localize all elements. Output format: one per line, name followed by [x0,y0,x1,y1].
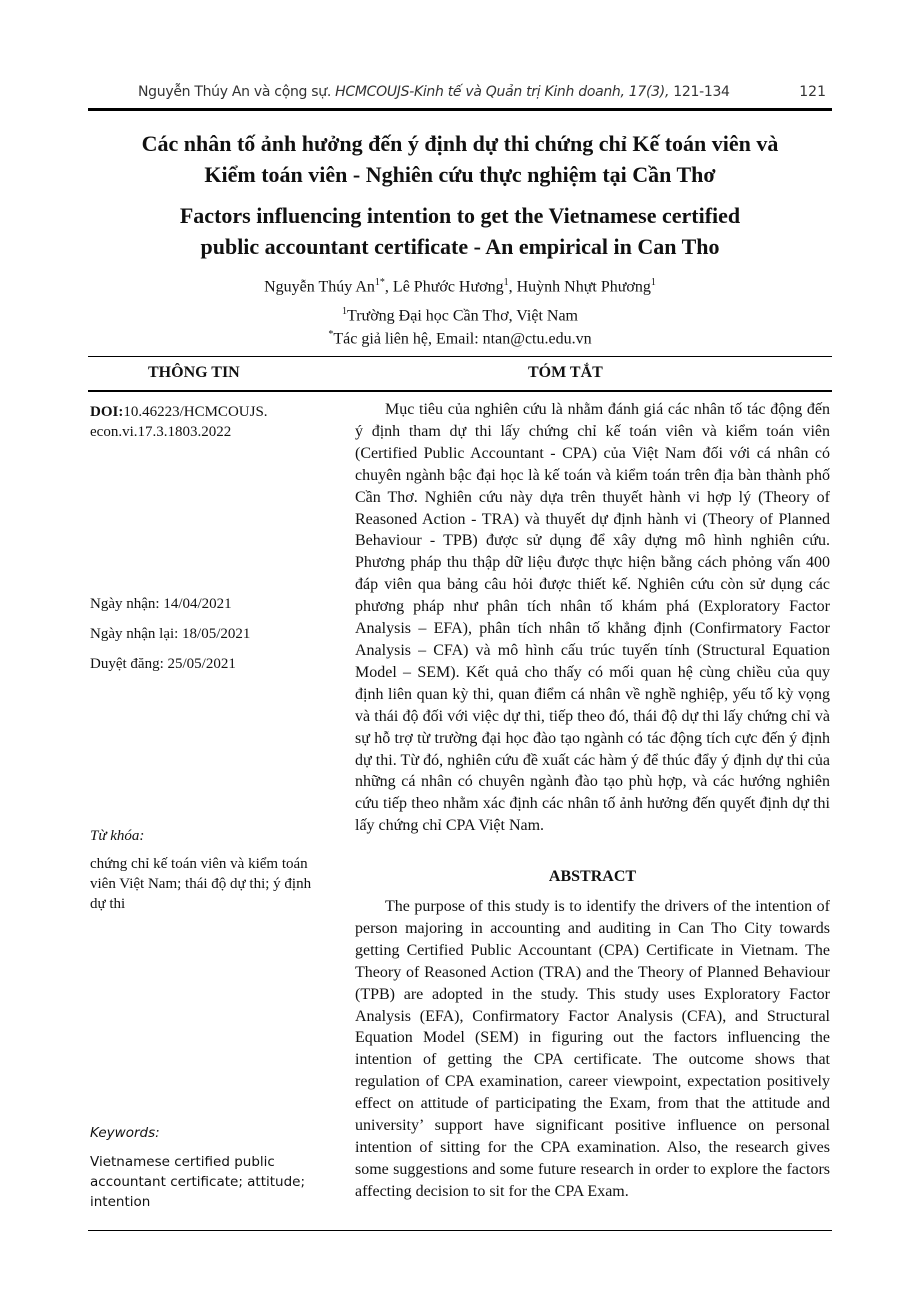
title-english: Factors influencing intention to get the Vietnamese certified public accountant certificate - An empirical in Can Tho [179,203,741,259]
affiliation: $^1$Trường Đại học Cần Thơ, Việt Nam [342,306,578,325]
revised-date: Ngày nhận lại: 18/05/2021 [90,626,251,642]
section-rule-top [88,356,832,357]
page-number: 121 [799,84,826,100]
corresponding-author: *Tác giả liên hệ, Email: ntan@ctu.edu.vn [328,329,592,348]
header-journal: HCMCOUJS-Kinh tế và Quản trị Kinh doanh, 17(3), [335,84,670,100]
dates [90,589,315,679]
info-heading: THÔNG TIN [148,364,240,381]
section-rule-bottom [88,1230,832,1231]
title-vietnamese: Các nhân tố ảnh hưởng đến ý định dự thi chứng chỉ Kế toán viên và Kiểm toán viên - Nghiên cứu thực nghiệm tại Cần Thơ [141,131,779,187]
author-list: Nguyễn Thúy $An^{1*}$, Lê Phước Hương$^1$, Huỳnh Nhựt Phương$^1$ [264,277,656,296]
abstract-english: The purpose of this study is to identify the drivers of the intention of person majoring in accounting and auditing in Can Tho City towards getting Certified Public Accountant (CPA) Certificate in Vietnam. The Theory of Reasoned Action (TRA) and the Theory of Planned Behaviour (TPB) are adopted in the study. This study uses Exploratory Factor Analysis (EFA), Confirmatory Factor Analysis (CFA), and Structural Equation Model (SEM) in figuring out the factors influencing the intention of getting the CPA certificate. The outcome shows that regulation of CPA examination, career viewpoint, expectation positively effect on attitude of participating the Exam, from that the attitude and university’ support have significant positive influence on personal intention of sitting for the CPA examination. Also, the research gives some suggestions and some future research in order to explore the factors affecting decision to sit for the CPA Exam. [355,898,830,1200]
summary-vietnamese: Mục tiêu của nghiên cứu là nhằm đánh giá các nhân tố tác động đến ý định tham dự thi lấy chứng chỉ kế toán viên và kiểm toán viên (Certified Public Accountant - CPA) của Việt Nam đối với cá nhân có chuyên ngành bậc đại học là kế toán và kiểm toán trên địa bàn thành phố Cần Thơ. Nghiên cứu này dựa trên thuyết hành vi hợp lý (Theory of Reasoned Action - TRA) và thuyết dự định hành vi (Theory of Planned Behaviour - TPB) được sử dụng để xây dựng mô hình nghiên cứu. Phương pháp thu thập dữ liệu được thực hiện bằng cách phỏng vấn 400 đáp viên qua bảng câu hỏi được thiết kế. Nghiên cứu còn sử dụng các phương pháp như phân tích nhân tố khám phá (Exploratory Factor Analysis – EFA), phân tích nhân tố khẳng định (Confirmatory Factor Analysis – CFA) và mô hình cấu trúc tuyến tính (Structural Equation Model – SEM). Kết quả cho thấy có mối quan hệ cùng chiều của quy định liên quan kỳ thi, quan điểm cá nhân về nghề nghiệp, yếu tố kỳ vọng và thái độ đối với việc dự thi, tiếp theo đó, thái độ dự thi lấy chứng chỉ và sự hỗ trợ từ trường đại học đào tạo ngành có tác động tích cực đến ý định dự thi. Từ đó, nghiên cứu đề xuất các hàm ý để thúc đẩy ý định dự thi của những cá nhân có chuyên ngành đào tạo phù hợp, và các hướng nghiên cứu tiếp theo nhằm xác định các nhân tố ảnh hưởng đến quyết định dự thi lấy chứng chỉ CPA Việt Nam. [355,401,830,835]
received-date: Ngày nhận: 14/04/2021 [90,596,232,612]
header-pages: 121-134 [673,84,730,100]
header-authors: Nguyễn Thúy An và cộng sự. [138,84,331,100]
keywords-en: Keywords: Vietnamese certified public accountant certificate; attitude; intention [90,1125,306,1210]
accepted-date: Duyệt đăng: 25/05/2021 [90,656,236,672]
running-header [88,82,832,106]
keywords-vi: Từ khóa: chứng chỉ kế toán viên và kiểm toán viên Việt Nam; thái độ dự thi; ý định dự thi [90,828,312,912]
summary-heading: TÓM TẮT [528,364,603,381]
doi: DOI:10.46223/HCMCOUJS. econ.vi.17.3.1803.2022 [90,404,268,440]
section-rule-mid [88,390,832,392]
header-rule [88,108,832,111]
abstract-heading: ABSTRACT [548,868,637,885]
